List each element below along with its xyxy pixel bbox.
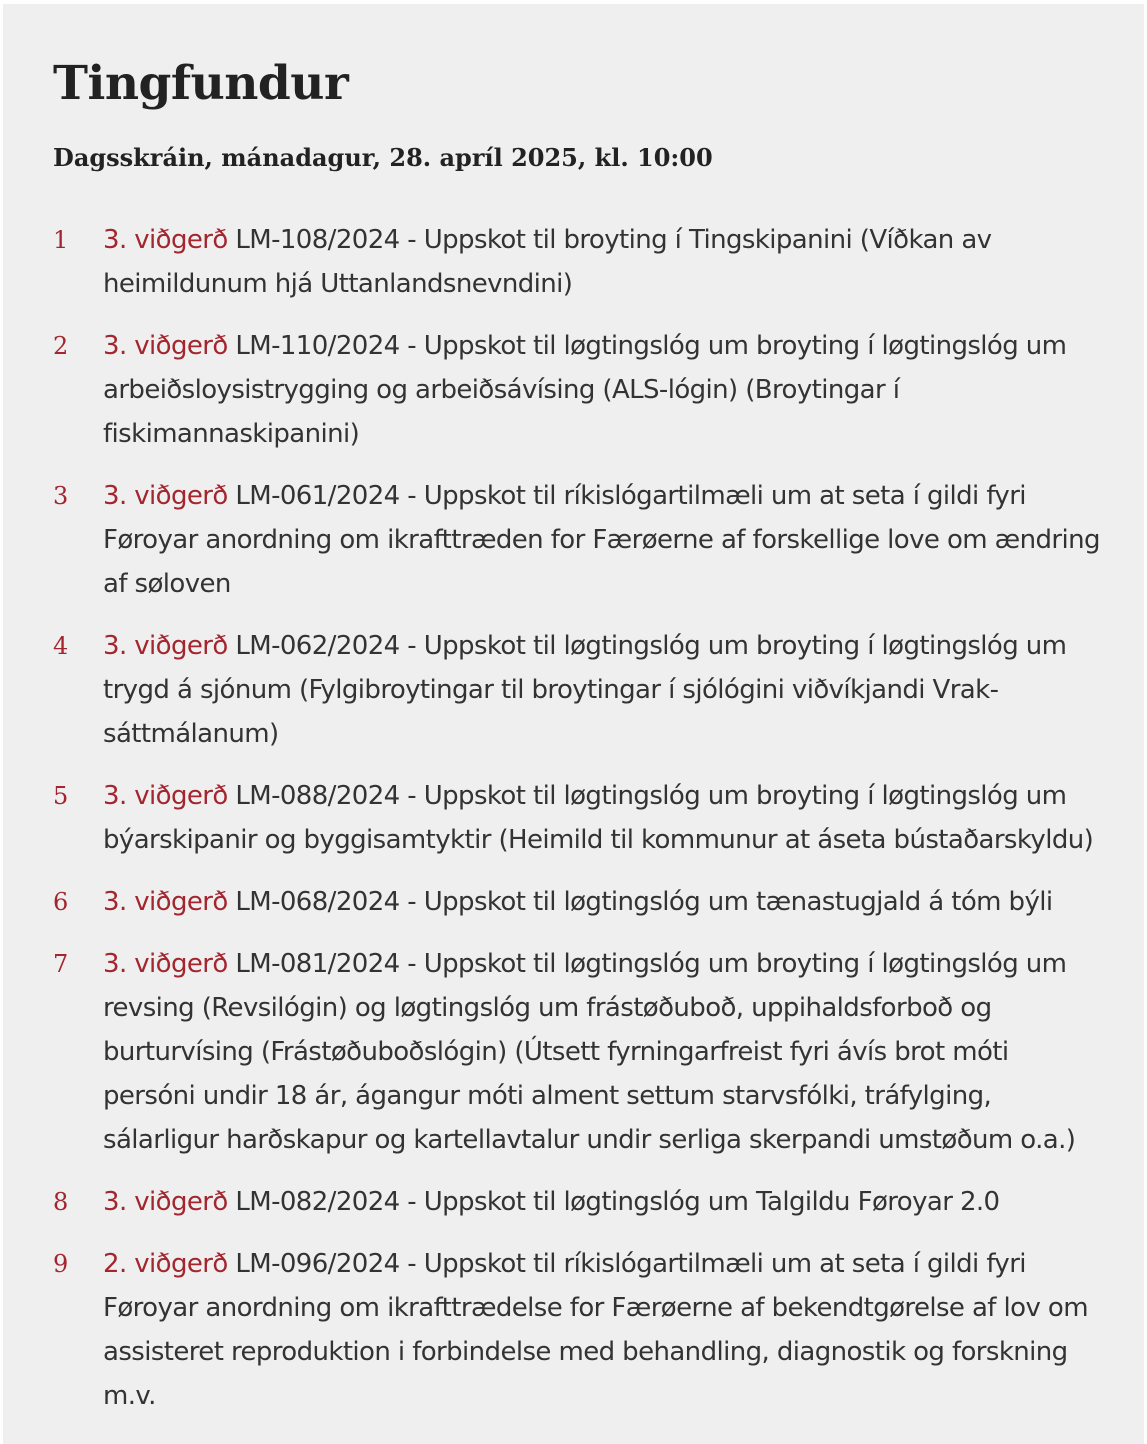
agenda-item-text: LM-110/2024 - Uppskot til løgtingslóg um broyting í løgtingslóg um arbeiðsloysistrygging og arbeiðsávísing (ALS-lógin) (Broytingar í fiskimannaskipanini): [103, 331, 1067, 449]
agenda-item-text: LM-081/2024 - Uppskot til løgtingslóg um broyting í løgtingslóg um revsing (Revsilógin) og løgtingslóg um frástøðuboð, uppihaldsforboð og burturvísing (Frástøðuboðslógin) (Útsett fyrningarfreist fyri ávís brot móti persóni undir 18 ár, ágangur móti alment settum starvsfólki, tráfylging, sálarligur harðskapur og kartellavtalur undir serliga skerpandi umstøðum o.a.): [103, 949, 1076, 1155]
agenda-item-body: [103, 1242, 1104, 1418]
agenda-item-number: 9: [53, 1250, 69, 1278]
agenda-item-number: 3: [53, 482, 69, 510]
agenda-item-text: LM-082/2024 - Uppskot til løgtingslóg um Talgildu Føroyar 2.0: [227, 1187, 1000, 1217]
agenda-item-body: [103, 218, 1104, 306]
agenda-item-number: 2: [53, 332, 69, 360]
agenda-date-subtitle: Dagsskráin, mánadagur, 28. apríl 2025, kl. 10:00: [53, 143, 713, 172]
agenda-item-text: LM-062/2024 - Uppskot til løgtingslóg um broyting í løgtingslóg um trygd á sjónum (Fylgibroytingar til broytingar í sjólógini viðvíkjandi Vrak-sáttmálanum): [103, 631, 1067, 749]
agenda-item-number: 4: [53, 632, 69, 660]
agenda-item: [53, 474, 1104, 606]
agenda-item: [53, 774, 1104, 862]
agenda-item: [53, 1242, 1104, 1418]
agenda-item-text: LM-061/2024 - Uppskot til ríkislógartilmæli um at seta í gildi fyri Føroyar anordning om ikrafttræden for Færøerne af forskellige love om ændring af søloven: [103, 481, 1100, 599]
agenda-item: [53, 1180, 1104, 1224]
agenda-item: [53, 880, 1104, 924]
agenda-item-text: LM-068/2024 - Uppskot til løgtingslóg um tænastugjald á tóm býli: [227, 887, 1053, 917]
reading-stage-link[interactable]: 3. viðgerð: [103, 631, 228, 661]
agenda-item-text: LM-088/2024 - Uppskot til løgtingslóg um broyting í løgtingslóg um býarskipanir og byggisamtyktir (Heimild til kommunur at áseta bústaðarskyldu): [103, 781, 1094, 855]
reading-stage-link[interactable]: 3. viðgerð: [103, 781, 228, 811]
agenda-item-number: 8: [53, 1188, 69, 1216]
reading-stage-link[interactable]: 2. viðgerð: [103, 1249, 228, 1279]
agenda-item: [53, 324, 1104, 456]
reading-stage-link[interactable]: 3. viðgerð: [103, 887, 228, 917]
agenda-item-body: [103, 474, 1104, 606]
reading-stage-link[interactable]: 3. viðgerð: [103, 225, 228, 255]
agenda-item-number: 6: [53, 888, 69, 916]
agenda-item: [53, 218, 1104, 306]
agenda-item-body: [103, 774, 1104, 862]
reading-stage-link[interactable]: 3. viðgerð: [103, 481, 228, 511]
agenda-item-body: [103, 880, 1104, 924]
agenda-item-number: 5: [53, 782, 69, 810]
agenda-item-number: 7: [53, 950, 69, 978]
agenda-list: [53, 218, 1104, 1418]
agenda-item: [53, 624, 1104, 756]
page-title: Tingfundur: [53, 56, 349, 111]
reading-stage-link[interactable]: 3. viðgerð: [103, 1187, 228, 1217]
agenda-item-body: [103, 942, 1104, 1162]
agenda-panel: [3, 4, 1144, 1444]
agenda-item-body: [103, 324, 1104, 456]
reading-stage-link[interactable]: 3. viðgerð: [103, 949, 228, 979]
agenda-item: [53, 942, 1104, 1162]
agenda-item-body: [103, 624, 1104, 756]
agenda-item-text: LM-096/2024 - Uppskot til ríkislógartilmæli um at seta í gildi fyri Føroyar anordning om ikrafttrædelse for Færøerne af bekendtgørelse af lov om assisteret reproduktion i forbindelse med behandling, diagnostik og forskning m.v.: [103, 1249, 1088, 1411]
agenda-item-body: [103, 1180, 1104, 1224]
agenda-item-number: 1: [53, 226, 69, 254]
agenda-item-text: LM-108/2024 - Uppskot til broyting í Tingskipanini (Víðkan av heimildunum hjá Uttanlandsnevndini): [103, 225, 992, 299]
reading-stage-link[interactable]: 3. viðgerð: [103, 331, 228, 361]
